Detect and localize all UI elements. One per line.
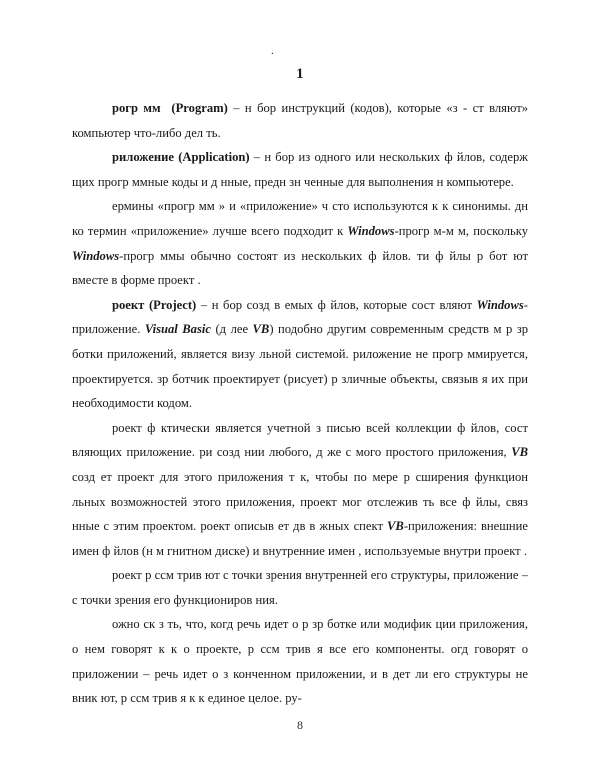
paragraph-text: – н бор инструкций (кодов), которые «з - ст вляют» компьютер что-либо дел ть. [72,101,529,140]
emphasis-term: Windows [347,223,395,238]
paragraph-project-definition [72,293,528,416]
emphasis-term: VB [511,445,528,460]
paragraph-application-definition [72,145,528,194]
term-program-latin: (Program) [171,101,228,115]
paragraph-project-vs-application-view [72,563,528,612]
emphasis-term: Windows [476,297,524,312]
term-program: рогр мм [112,101,161,115]
emphasis-term: Windows [72,248,120,263]
page-number-footer: 8 [297,718,303,732]
paragraph-terms-synonyms [72,194,528,292]
emphasis-term: Visual Basic [144,322,211,337]
paragraph-project-as-registry [72,416,528,564]
paragraph-text: – н бор созд в емых ф йлов, которые сост вляют Windows-приложение. Visual Basic (д лее VB) подобно другим современным средств м р зр ботки приложений, является визу льной системой. риложение не прогр ммируется, проектируется. зр ботчик проектирует (рисует) р зличные объекты, связыв я их при необходимости кодом. [72,297,528,411]
term-application: риложение [112,150,174,165]
paragraph-text: роект ф ктически является учетной з писью всей коллекции ф йлов, сост вляющих приложение. ри созд нии любого, д же с мого простого приложения, VB созд ет проект для этого приложения т к, чтобы по мере р сширения функцион льных возможностей этого приложения, проект мог отслежив ть все ф йлы, связ нные с этим проектом. роект описыв ет дв в жных спект VB-приложения: внешние имен ф йлов (н м гнитном диске) и внутренние имен , используемые внутри проект . [72,420,529,558]
body-text-column [72,96,528,711]
term-project-latin: (Project) [148,297,197,312]
term-project: роект [112,297,145,312]
paragraph-text: ермины «прогр мм » и «приложение» ч сто используются к к синонимы. дн ко термин «приложение» лучше всего подходит к Windows-прогр м-м м, поскольку Windows-прогр ммы обычно состоят из нескольких ф йлов. ти ф йлы р бот ют вместе в форме проект . [72,199,529,288]
page-heading: 1 [296,66,304,82]
paragraph-text: роект р ссм трив ют с точки зрения внутренней его структуры, приложение – с точки зрения его функциониров ния. [72,568,528,607]
paragraph-summary [72,612,528,710]
paragraph-text: – н бор из одного или нескольких ф йлов, содерж щих прогр ммные коды и д нные, предн зн ченные для выполнения н компьютере. [72,150,528,189]
top-page-mark: . [271,45,274,57]
emphasis-term: VB [252,322,270,337]
emphasis-term: VB [387,519,404,534]
paragraph-program-definition [72,96,528,145]
term-application-latin: (Application) [178,150,250,165]
paragraph-text: ожно ск з ть, что, когд речь идет о р зр ботке или модифик ции приложения, о нем говорят к к о проекте, р ссм трив я все его компоненты. огд говорят о приложении – речь идет о з конченном приложении, и в дет ли его структуры не вник ют, р ссм трив я к к единое целое. ру- [72,617,528,706]
